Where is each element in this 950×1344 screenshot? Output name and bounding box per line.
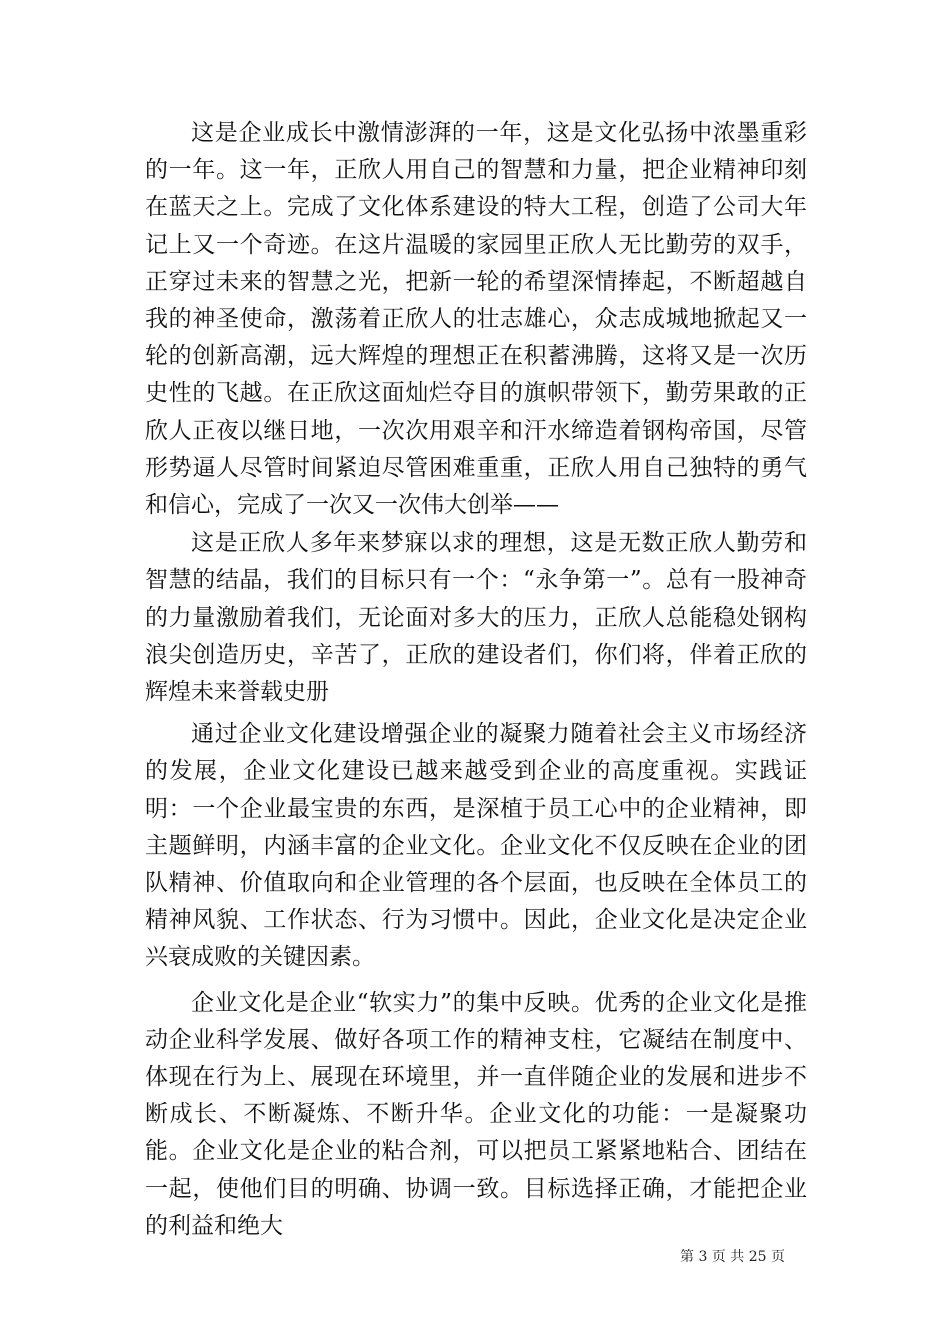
paragraph: 通过企业文化建设增强企业的凝聚力随着社会主义市场经济的发展，企业文化建设已越来越受到企业的高度重视。实践证明：一个企业最宝贵的东西，是深植于员工心中的企业精神，即主题鲜明，内涵丰富的企业文化。企业文化不仅反映在企业的团队精神、价值取向和企业管理的各个层面，也反映在全体员工的精神风貌、工作状态、行为习惯中。因此，企业文化是决定企业兴衰成败的关键因素。 — [145, 721, 807, 971]
document-body — [145, 115, 807, 1245]
paragraph: 这是企业成长中激情澎湃的一年，这是文化弘扬中浓墨重彩的一年。这一年，正欣人用自己的智慧和力量，把企业精神印刻在蓝天之上。完成了文化体系建设的特大工程，创造了公司大年记上又一个奇迹。在这片温暖的家园里正欣人无比勤劳的双手，正穿过未来的智慧之光，把新一轮的希望深情捧起，不断超越自我的神圣使命，激荡着正欣人的壮志雄心，众志成城地掀起又一轮的创新高潮，远大辉煌的理想正在积蓄沸腾，这将又是一次历史性的飞越。在正欣这面灿烂夺目的旗帜带领下，勤劳果敢的正欣人正夜以继日地，一次次用艰辛和汗水缔造着钢构帝国，尽管形势逼人尽管时间紧迫尽管困难重重，正欣人用自己独特的勇气和信心，完成了一次又一次伟大创举—— — [145, 120, 807, 519]
paragraph: 企业文化是企业“软实力”的集中反映。优秀的企业文化是推动企业科学发展、做好各项工作的精神支柱，它凝结在制度中、体现在行为上、展现在环境里，并一直伴随企业的发展和进步不断成长、不断凝炼、不断升华。企业文化的功能：一是凝聚功能。企业文化是企业的粘合剂，可以把员工紧紧地粘合、团结在一起，使他们目的明确、协调一致。目标选择正确，才能把企业的利益和绝大 — [145, 989, 807, 1239]
page-number-footer: 第 3 页 共 25 页 — [680, 1249, 785, 1265]
paragraph: 这是正欣人多年来梦寐以求的理想，这是无数正欣人勤劳和智慧的结晶，我们的目标只有一个：“永争第一”。总有一股神奇的力量激励着我们，无论面对多大的压力，正欣人总能稳处钢构浪尖创造历史，辛苦了，正欣的建设者们，你们将，伴着正欣的辉煌未来誉载史册 — [145, 530, 807, 706]
